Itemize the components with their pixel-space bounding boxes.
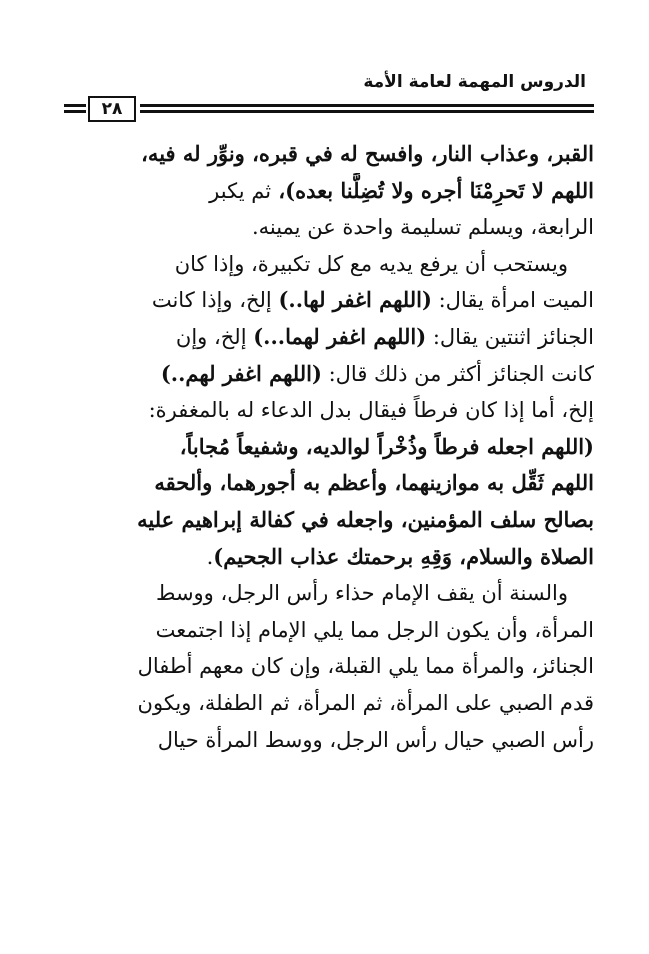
- text-line: [56, 209, 594, 246]
- page-number: ٢٨: [88, 96, 136, 122]
- text-run: إلخ، وإن: [175, 324, 254, 349]
- header-rule: [64, 104, 86, 107]
- text-line: [56, 465, 594, 502]
- running-title: الدروس المهمة لعامة الأمة: [363, 72, 586, 92]
- text-line: [56, 136, 594, 173]
- text-run: الرابعة، ويسلم تسليمة واحدة عن يمينه.: [251, 215, 594, 240]
- text-line: [56, 392, 594, 429]
- bold-text-run: بصالح سلف المؤمنين، واجعله في كفالة إبراهيم عليه: [137, 506, 594, 532]
- text-line: [56, 429, 594, 466]
- text-run: كانت الجنائز أكثر من ذلك قال:: [321, 361, 594, 386]
- body-text: [56, 136, 594, 758]
- text-line: [56, 648, 594, 685]
- paragraph: [56, 136, 594, 246]
- paragraph: [56, 246, 594, 575]
- bold-text-run: اللهم ثَقِّل به موازينهما، وأعظم به أجورهما، وألحقه: [154, 470, 594, 496]
- text-line: [56, 502, 594, 539]
- text-line: [56, 575, 594, 612]
- text-line: [56, 356, 594, 393]
- text-line: [56, 246, 594, 283]
- text-run: ويستحب أن يرفع يديه مع كل تكبيرة، وإذا كان: [174, 251, 568, 276]
- text-run: قدم الصبي على المرأة، ثم المرأة، ثم الطفلة، ويكون: [137, 690, 594, 715]
- bold-text-run: (اللهم اجعله فرطاً وذُخْراً لوالديه، وشفيعاً مُجاباً،: [179, 433, 594, 459]
- text-line: [56, 612, 594, 649]
- header-rule: [140, 110, 594, 113]
- text-line: [56, 282, 594, 319]
- text-run: المرأة، وأن يكون الرجل مما يلي الإمام إذا اجتمعت: [155, 617, 594, 642]
- bold-text-run: القبر، وعذاب النار، وافسح له في قبره، ونوِّر له فيه،: [141, 141, 594, 166]
- paragraph: [56, 575, 594, 758]
- bold-text-run: الصلاة والسلام، وَقِهِ برحمتك عذاب الجحيم): [213, 543, 594, 569]
- text-line: [56, 685, 594, 722]
- text-run: الجنائز، والمرأة مما يلي القبلة، وإن كان معهم أطفال: [137, 654, 594, 679]
- page-header: [64, 70, 594, 124]
- text-run: رأس الصبي حيال رأس الرجل، ووسط المرأة حيال: [157, 727, 594, 752]
- text-run: والسنة أن يقف الإمام حذاء رأس الرجل، ووسط: [156, 581, 568, 606]
- text-run: .: [206, 544, 214, 569]
- text-line: [56, 539, 594, 576]
- header-rule: [64, 110, 86, 113]
- bold-text-run: (اللهم اغفر لهم..): [160, 360, 322, 386]
- text-line: [56, 319, 594, 356]
- bold-text-run: (اللهم اغفر لهما...): [253, 323, 427, 349]
- text-run: ثم يكبر: [209, 178, 272, 203]
- text-run: الجنائز اثنتين يقال:: [426, 324, 594, 349]
- text-run: إلخ، أما إذا كان فرطاً فيقال بدل الدعاء له بالمغفرة:: [148, 398, 594, 423]
- bold-text-run: (اللهم اغفر لها..): [278, 287, 432, 313]
- text-line: [56, 173, 594, 210]
- text-line: [56, 722, 594, 759]
- bold-text-run: اللهم لا تَحرِمْنَا أجره ولا تُضِلَّنا بعده)،: [271, 177, 594, 203]
- header-rule: [140, 104, 594, 107]
- text-run: إلخ، وإذا كانت: [151, 288, 279, 313]
- text-run: الميت امرأة يقال:: [431, 288, 594, 313]
